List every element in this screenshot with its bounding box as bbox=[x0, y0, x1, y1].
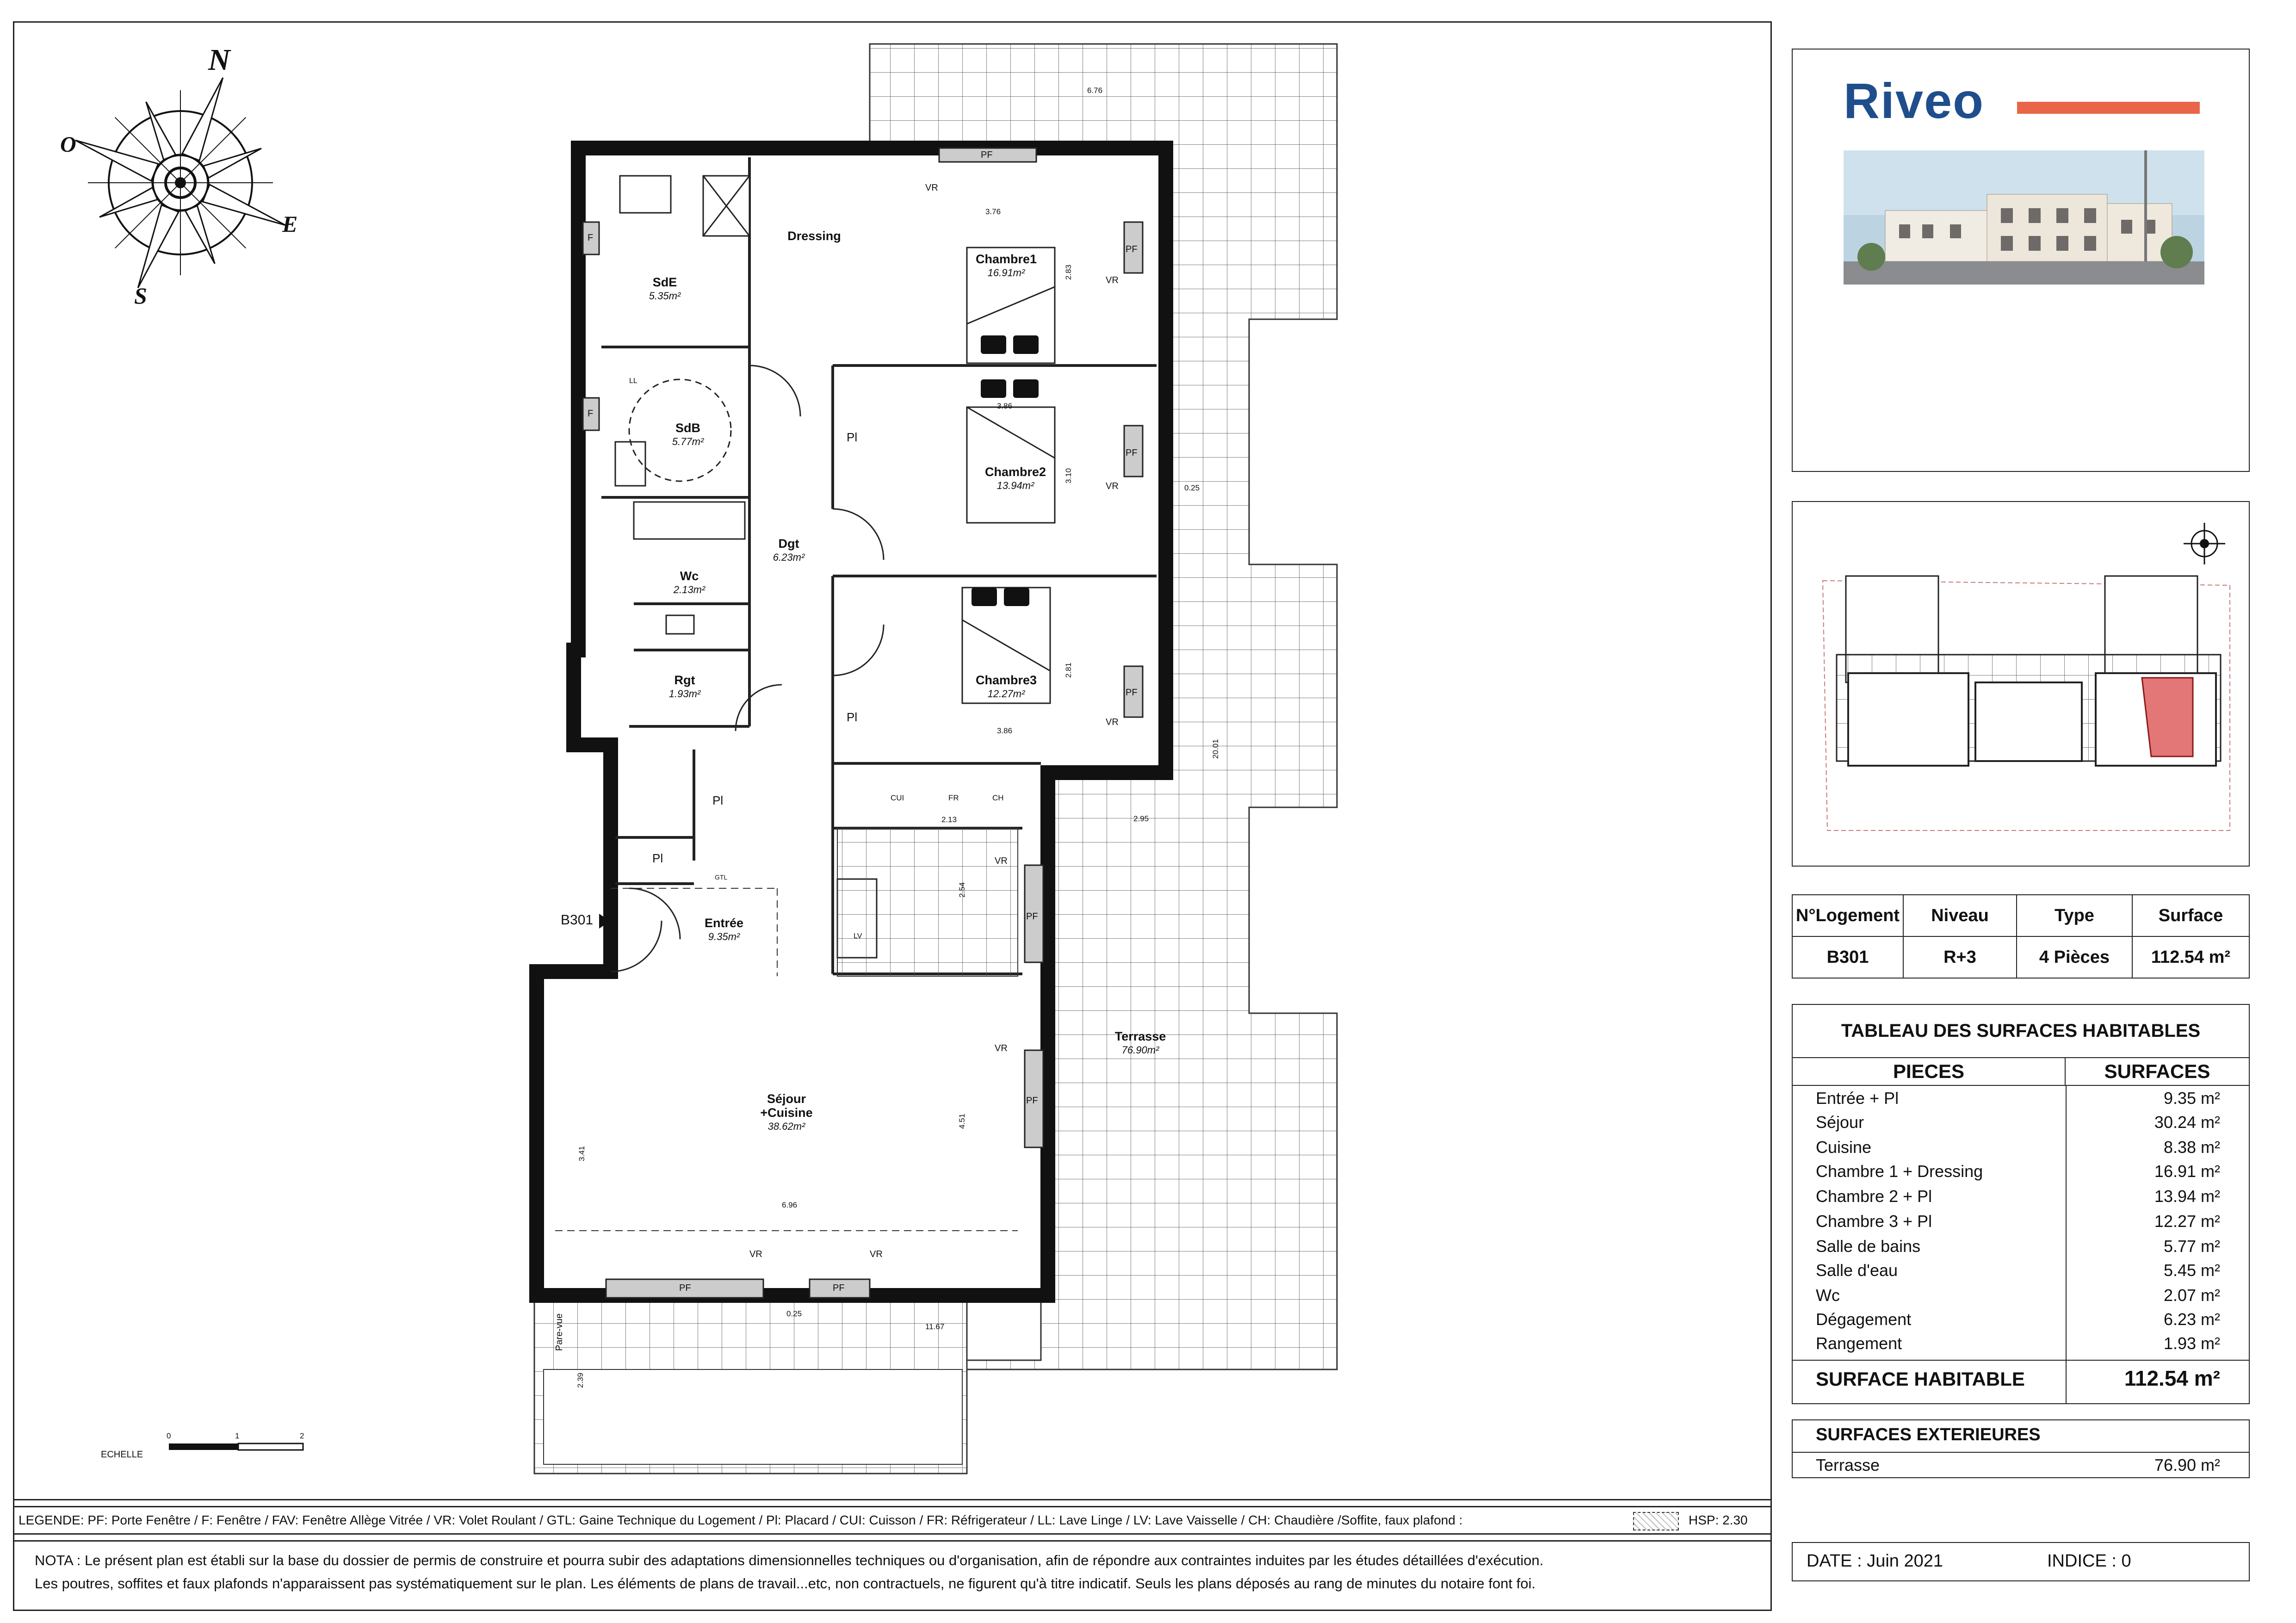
mark-ch: CH bbox=[992, 793, 1004, 802]
exterior-table bbox=[1792, 1419, 2250, 1478]
site-plan bbox=[1800, 507, 2241, 863]
info-value-logement: B301 bbox=[1793, 937, 1904, 978]
exterior-row-name: Terrasse bbox=[1816, 1456, 1880, 1474]
compass-s: S bbox=[134, 283, 147, 309]
mark-vr-2: VR bbox=[1106, 275, 1119, 285]
compass-o: O bbox=[60, 132, 76, 157]
mark-vr-8: VR bbox=[870, 1249, 883, 1259]
brand-underline bbox=[2017, 102, 2200, 114]
info-header-surface: Surface bbox=[2133, 895, 2249, 937]
legend-hsp: HSP: 2.30 bbox=[1689, 1513, 1748, 1527]
compass-e: E bbox=[282, 211, 298, 237]
mark-pl-4: Pl bbox=[652, 851, 663, 865]
pare-vue-label: Pare-vue bbox=[554, 1313, 564, 1351]
step-mark-1: 0.25 bbox=[1184, 483, 1200, 492]
dim-376: 3.76 bbox=[985, 207, 1001, 216]
compass-n: N bbox=[208, 43, 230, 77]
mark-f-2: F bbox=[588, 409, 594, 419]
dim-1167: 11.67 bbox=[925, 1322, 945, 1331]
mark-lv: LV bbox=[854, 932, 862, 940]
soffite-swatch bbox=[1633, 1512, 1679, 1530]
surfaces-rows bbox=[1793, 1086, 2249, 1359]
info-header-logement: N°Logement bbox=[1793, 895, 1904, 937]
mark-pl-1: Pl bbox=[847, 430, 858, 444]
surface-row: Rangement 1.93 m² bbox=[1816, 1334, 2220, 1353]
room-entree: Entrée 9.35m² bbox=[704, 916, 744, 942]
info-value-type: 4 Pièces bbox=[2017, 937, 2133, 978]
room-sdb: SdB 5.77m² bbox=[672, 421, 704, 447]
mark-pf-bot1: PF bbox=[679, 1283, 691, 1293]
nota-line-2: Les poutres, soffites et faux plafonds n'apparaissent pas systématiquement sur le plan. Les éléments de plans de travail...etc, non contractuels, ne figurent qu'à titre indicatif. Seuls les plans déposés au rang de minutes du notaire font foi. bbox=[35, 1575, 1536, 1592]
mark-vr-6: VR bbox=[995, 1043, 1008, 1053]
entry-label: B301 bbox=[561, 912, 594, 928]
compass-rose bbox=[72, 74, 289, 291]
mark-vr-1: VR bbox=[925, 183, 938, 193]
scale-tick-2: 2 bbox=[300, 1431, 304, 1440]
mark-f-1: F bbox=[588, 233, 594, 243]
room-chambre3: Chambre3 12.27m² bbox=[975, 673, 1037, 700]
room-chambre2: Chambre2 13.94m² bbox=[984, 465, 1046, 491]
total-divider bbox=[1793, 1360, 2249, 1361]
mark-pf-k: PF bbox=[1026, 911, 1038, 922]
mark-gtl: GTL bbox=[715, 873, 728, 881]
legend-text: LEGENDE: PF: Porte Fenêtre / F: Fenêtre / FAV: Fenêtre Allège Vitrée / VR: Volet Roulant / GTL: Gaine Technique du Logement / Pl: Placard / CUI: Cuisson / FR: Réfrigerateur / LL: Lave Linge / LV: Lave Vaisselle / CH: Chaudière /Soffite, faux plafond : bbox=[19, 1513, 1463, 1527]
room-chambre1: Chambre1 16.91m² bbox=[975, 252, 1037, 279]
room-wc: Wc 2.13m² bbox=[673, 569, 706, 595]
room-dgt: Dgt 6.23m² bbox=[773, 537, 805, 563]
surface-row: Séjour 30.24 m² bbox=[1816, 1113, 2220, 1132]
exterior-divider bbox=[1793, 1452, 2249, 1453]
col-pieces: PIECES bbox=[1793, 1058, 2066, 1086]
room-sejour-cuisine: Séjour +Cuisine 38.62m² bbox=[760, 1092, 813, 1132]
surface-row: Wc 2.07 m² bbox=[1816, 1286, 2220, 1305]
mark-pf-s: PF bbox=[1026, 1096, 1038, 1106]
surface-row: Salle d'eau 5.45 m² bbox=[1816, 1261, 2220, 1280]
building-render bbox=[1844, 150, 2204, 285]
room-dressing: Dressing bbox=[787, 229, 841, 243]
dim-451: 4.51 bbox=[958, 1113, 966, 1129]
surfaces-title: TABLEAU DES SURFACES HABITABLES bbox=[1793, 1005, 2249, 1058]
surface-row: Cuisine 8.38 m² bbox=[1816, 1138, 2220, 1157]
brand-logo: Riveo bbox=[1844, 73, 1985, 129]
info-header-type: Type bbox=[2017, 895, 2133, 937]
dim-213: 2.13 bbox=[941, 815, 957, 824]
room-rgt: Rgt 1.93m² bbox=[668, 673, 701, 700]
mark-pf-top: PF bbox=[981, 150, 993, 160]
surface-row: Chambre 2 + Pl 13.94 m² bbox=[1816, 1187, 2220, 1206]
exterior-title: SURFACES EXTERIEURES bbox=[1816, 1425, 2041, 1444]
scale-label: ECHELLE bbox=[101, 1450, 143, 1460]
surface-row: Entrée + Pl 9.35 m² bbox=[1816, 1089, 2220, 1108]
mark-pl-2: Pl bbox=[847, 710, 858, 724]
mark-vr-3: VR bbox=[1106, 481, 1119, 491]
dim-341: 3.41 bbox=[577, 1146, 586, 1161]
dim-386b: 3.86 bbox=[997, 726, 1013, 735]
mark-fr: FR bbox=[948, 793, 959, 802]
scale-bar bbox=[169, 1443, 303, 1450]
dim-676: 6.76 bbox=[1087, 86, 1103, 95]
dim-295: 2.95 bbox=[1133, 814, 1149, 823]
room-terrasse: Terrasse 76.90m² bbox=[1114, 1029, 1166, 1056]
dim-310: 3.10 bbox=[1064, 468, 1073, 483]
room-sde: SdE 5.35m² bbox=[649, 275, 681, 302]
mark-vr-4: VR bbox=[1106, 717, 1119, 727]
mark-pf-c3: PF bbox=[1126, 688, 1138, 698]
dim-239: 2.39 bbox=[576, 1372, 585, 1388]
surface-row: Chambre 1 + Dressing 16.91 m² bbox=[1816, 1162, 2220, 1181]
nota-line-1: NOTA : Le présent plan est établi sur la base du dossier de permis de construire et pourra subir des adaptations dimensionnelles techniques ou d'organisation, afin de répondre aux contraintes induites par les études détaillées d'exécution. bbox=[35, 1552, 1544, 1568]
info-value-niveau: R+3 bbox=[1904, 937, 2017, 978]
dim-254: 2.54 bbox=[958, 882, 966, 898]
col-surfaces: SURFACES bbox=[2066, 1058, 2249, 1086]
mark-cui: CUI bbox=[891, 793, 904, 802]
info-value-surface: 112.54 m² bbox=[2151, 947, 2231, 967]
mark-pf-c1: PF bbox=[1126, 244, 1138, 254]
total-label: SURFACE HABITABLE bbox=[1816, 1368, 2025, 1390]
mark-vr-5: VR bbox=[995, 856, 1008, 866]
step-mark-2: 0.25 bbox=[786, 1309, 802, 1318]
info-header-niveau: Niveau bbox=[1904, 895, 2017, 937]
mark-pf-c2: PF bbox=[1126, 448, 1138, 458]
scale-tick-1: 1 bbox=[235, 1431, 240, 1440]
mark-pf-bot2: PF bbox=[833, 1283, 845, 1293]
entry-arrow-icon bbox=[599, 914, 610, 929]
dim-281: 2.81 bbox=[1064, 662, 1073, 678]
surface-row: Chambre 3 + Pl 12.27 m² bbox=[1816, 1212, 2220, 1231]
footer-date: DATE : Juin 2021 bbox=[1807, 1551, 1943, 1571]
footer-box bbox=[1792, 1542, 2250, 1581]
dim-283: 2.83 bbox=[1064, 264, 1073, 280]
dim-386a: 3.86 bbox=[997, 402, 1013, 410]
mark-pl-3: Pl bbox=[712, 793, 724, 807]
mark-vr-7: VR bbox=[749, 1249, 762, 1259]
dim-696: 6.96 bbox=[782, 1201, 798, 1209]
exterior-row-value: 76.90 m² bbox=[2154, 1456, 2220, 1474]
footer-indice: INDICE : 0 bbox=[2047, 1551, 2131, 1571]
scale-tick-0: 0 bbox=[167, 1431, 171, 1440]
surface-row: Dégagement 6.23 m² bbox=[1816, 1310, 2220, 1329]
total-value: 112.54 m² bbox=[2124, 1366, 2220, 1390]
surface-row: Salle de bains 5.77 m² bbox=[1816, 1237, 2220, 1256]
info-table bbox=[1792, 894, 2250, 979]
surfaces-table bbox=[1792, 1004, 2250, 1404]
dim-2001: 20.01 bbox=[1211, 739, 1220, 759]
mark-ll: LL bbox=[629, 377, 637, 385]
